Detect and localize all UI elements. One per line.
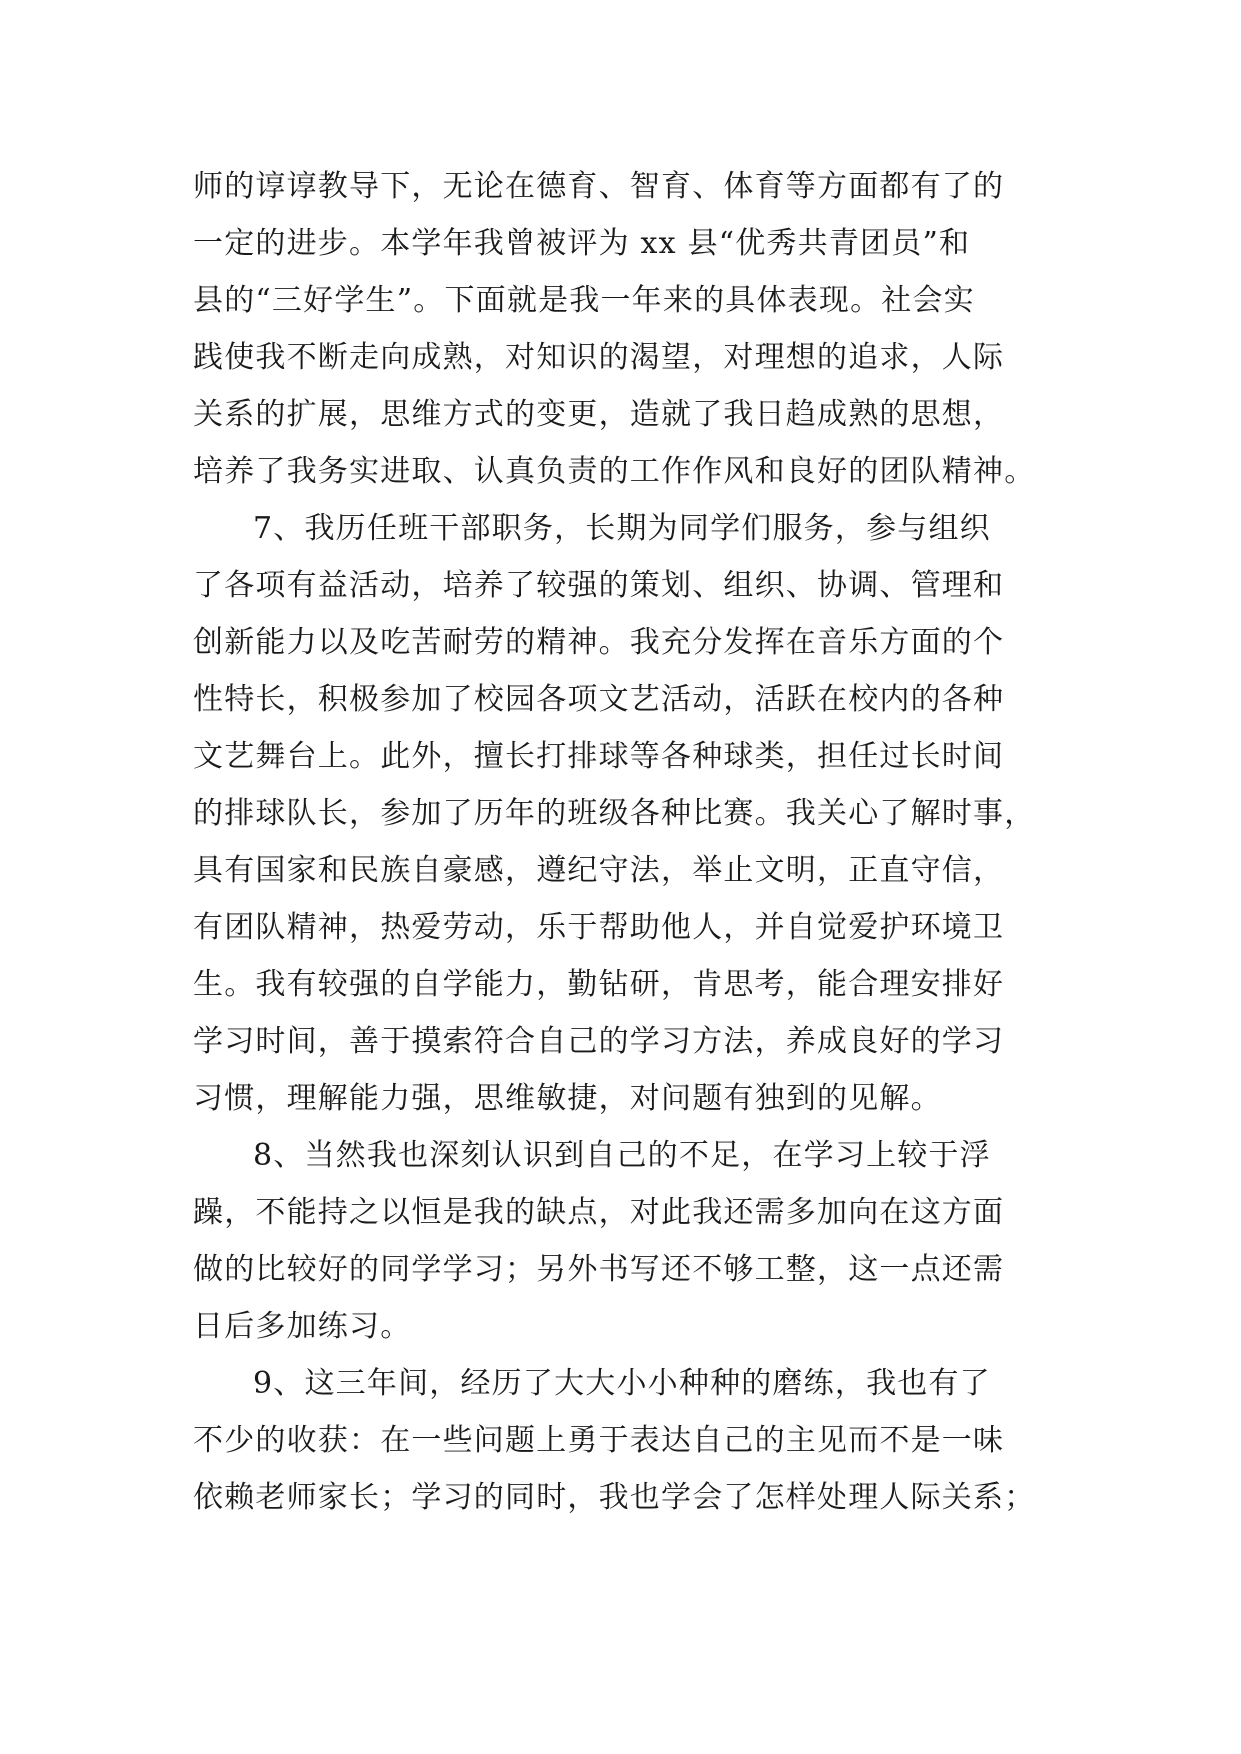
text-line: 日后多加练习。 (193, 1309, 412, 1344)
text-line: 培养了我务实进取、认真负责的工作作风和良好的团队精神。 (193, 454, 1036, 489)
text-line: 师的谆谆教导下，无论在德育、智育、体育等方面都有了的 (193, 169, 1005, 204)
text-line: 县的“三好学生”。下面就是我一年来的具体表现。社会实 (193, 283, 975, 318)
text-line: 躁，不能持之以恒是我的缺点，对此我还需多加向在这方面 (193, 1195, 1005, 1230)
text-line: 习惯，理解能力强，思维敏捷，对问题有独到的见解。 (193, 1081, 942, 1116)
text-line: 文艺舞台上。此外，擅长打排球等各种球类，担任过长时间 (193, 739, 1005, 774)
paragraph-9-start: 9、这三年间，经历了大大小小种种的磨练，我也有了 (253, 1366, 991, 1401)
text-line: 有团队精神，热爱劳动，乐于帮助他人，并自觉爱护环境卫 (193, 910, 1005, 945)
paragraph-7-start: 7、我历任班干部职务，长期为同学们服务，参与组织 (253, 511, 991, 546)
text-line: 一定的进步。本学年我曾被评为 xx 县“优秀共青团员”和 (193, 226, 971, 261)
text-line: 践使我不断走向成熟，对知识的渴望，对理想的追求，人际 (193, 340, 1005, 375)
text-line: 做的比较好的同学学习；另外书写还不够工整，这一点还需 (193, 1252, 1005, 1287)
paragraph-8-start: 8、当然我也深刻认识到自己的不足，在学习上较于浮 (253, 1138, 991, 1173)
text-line: 具有国家和民族自豪感，遵纪守法，举止文明，正直守信， (193, 853, 1005, 888)
text-line: 关系的扩展，思维方式的变更，造就了我日趋成熟的思想， (193, 397, 1005, 432)
text-line: 不少的收获：在一些问题上勇于表达自己的主见而不是一味 (193, 1423, 1005, 1458)
document-body (193, 158, 1053, 1526)
text-line: 学习时间，善于摸索符合自己的学习方法，养成良好的学习 (193, 1024, 1005, 1059)
text-line: 依赖老师家长；学习的同时，我也学会了怎样处理人际关系； (193, 1480, 1036, 1515)
text-line: 创新能力以及吃苦耐劳的精神。我充分发挥在音乐方面的个 (193, 625, 1005, 660)
text-line: 生。我有较强的自学能力，勤钻研，肯思考，能合理安排好 (193, 967, 1005, 1002)
text-line: 了各项有益活动，培养了较强的策划、组织、协调、管理和 (193, 568, 1005, 603)
text-line: 的排球队长，参加了历年的班级各种比赛。我关心了解时事， (193, 796, 1036, 831)
text-line: 性特长，积极参加了校园各项文艺活动，活跃在校内的各种 (193, 682, 1005, 717)
